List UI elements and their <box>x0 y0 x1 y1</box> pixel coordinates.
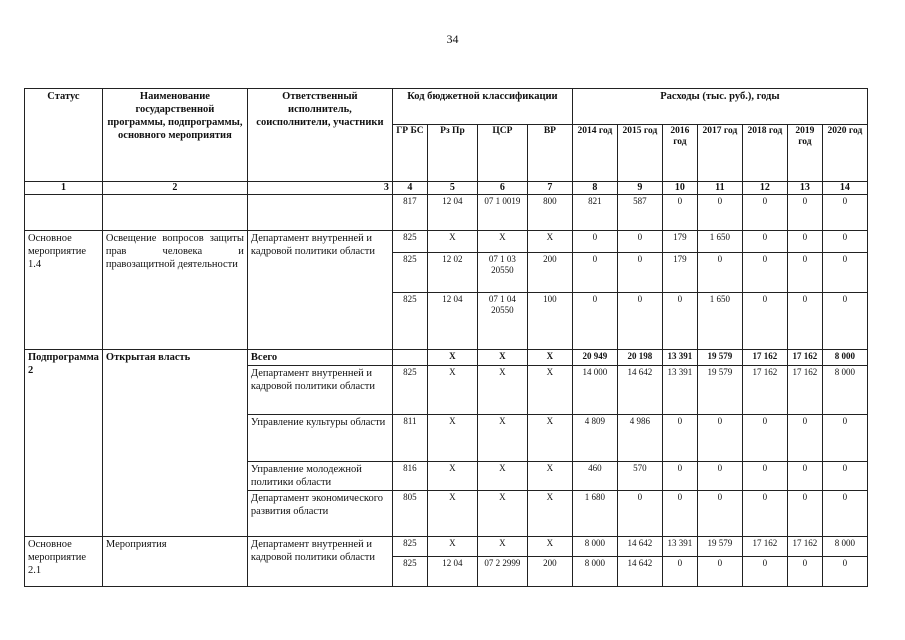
name-cell: Открытая власть <box>102 350 247 537</box>
grbs-cell: 825 <box>392 293 427 350</box>
value-cell: 0 <box>617 491 662 537</box>
value-cell: 17 162 <box>787 366 822 415</box>
value-cell: 0 <box>787 231 822 253</box>
csr-cell: Х <box>477 491 527 537</box>
value-cell: 19 579 <box>697 350 742 366</box>
table-row <box>25 195 868 231</box>
value-cell: 0 <box>572 253 617 293</box>
value-cell: 0 <box>787 462 822 491</box>
rzpr-cell: Х <box>427 350 477 366</box>
year-header: 2020 год <box>822 125 867 182</box>
vr-header: ВР <box>527 125 572 182</box>
budget-table <box>24 88 868 587</box>
grbs-cell: 825 <box>392 231 427 253</box>
value-cell: 0 <box>822 415 867 462</box>
expenses-header: Расходы (тыс. руб.), годы <box>572 89 867 125</box>
value-cell: 0 <box>787 491 822 537</box>
value-cell: 0 <box>822 462 867 491</box>
value-cell: 8 000 <box>822 350 867 366</box>
rzpr-cell: Х <box>427 415 477 462</box>
value-cell: 1 680 <box>572 491 617 537</box>
table-row <box>25 231 868 253</box>
column-number: 14 <box>822 182 867 195</box>
executor-cell: Департамент экономического развития области <box>247 491 392 537</box>
year-header: 2015 год <box>617 125 662 182</box>
csr-cell: 07 1 04 20550 <box>477 293 527 350</box>
value-cell: 0 <box>697 557 742 587</box>
csr-cell: Х <box>477 537 527 557</box>
year-header: 2016 год <box>662 125 697 182</box>
value-cell: 0 <box>572 293 617 350</box>
column-number: 5 <box>427 182 477 195</box>
column-number: 7 <box>527 182 572 195</box>
value-cell: 19 579 <box>697 537 742 557</box>
value-cell: 17 162 <box>742 350 787 366</box>
vr-cell: Х <box>527 366 572 415</box>
value-cell: 0 <box>822 293 867 350</box>
value-cell: 0 <box>822 491 867 537</box>
budget-code-header: Код бюджетной классификации <box>392 89 572 125</box>
vr-cell: Х <box>527 491 572 537</box>
value-cell: 1 650 <box>697 231 742 253</box>
rzpr-cell: Х <box>427 462 477 491</box>
value-cell: 821 <box>572 195 617 231</box>
column-number-row <box>25 182 868 195</box>
vr-cell: 200 <box>527 253 572 293</box>
value-cell: 14 642 <box>617 537 662 557</box>
page-number: 34 <box>446 32 459 46</box>
name-cell: Мероприятия <box>102 537 247 587</box>
value-cell: 0 <box>617 293 662 350</box>
grbs-cell: 805 <box>392 491 427 537</box>
column-number: 3 <box>247 182 392 195</box>
grbs-cell: 825 <box>392 253 427 293</box>
name-cell: Освещение вопросов защиты прав человека и правозащитной деятельности <box>102 231 247 350</box>
value-cell: 0 <box>697 462 742 491</box>
value-cell: 0 <box>662 415 697 462</box>
grbs-cell <box>392 350 427 366</box>
column-number: 6 <box>477 182 527 195</box>
value-cell: 0 <box>662 293 697 350</box>
value-cell: 20 198 <box>617 350 662 366</box>
rzpr-cell: Х <box>427 366 477 415</box>
value-cell: 0 <box>742 195 787 231</box>
value-cell: 0 <box>662 491 697 537</box>
value-cell: 0 <box>697 415 742 462</box>
csr-cell: 07 1 0019 <box>477 195 527 231</box>
value-cell: 13 391 <box>662 537 697 557</box>
grbs-cell: 825 <box>392 537 427 557</box>
year-header: 2019 год <box>787 125 822 182</box>
status-cell: Подпрограмма 2 <box>25 350 103 537</box>
value-cell: 17 162 <box>742 537 787 557</box>
rzpr-cell: 12 04 <box>427 557 477 587</box>
value-cell: 0 <box>662 557 697 587</box>
value-cell: 8 000 <box>822 537 867 557</box>
value-cell: 0 <box>787 415 822 462</box>
vr-cell: Х <box>527 350 572 366</box>
value-cell: 570 <box>617 462 662 491</box>
column-number: 2 <box>102 182 247 195</box>
rzpr-cell: Х <box>427 491 477 537</box>
value-cell: 14 642 <box>617 557 662 587</box>
value-cell: 0 <box>662 462 697 491</box>
year-header: 2018 год <box>742 125 787 182</box>
value-cell: 1 650 <box>697 293 742 350</box>
rzpr-cell: 12 04 <box>427 293 477 350</box>
csr-cell: Х <box>477 415 527 462</box>
csr-cell: Х <box>477 350 527 366</box>
value-cell: 0 <box>742 293 787 350</box>
executor-header: Ответственный исполнитель, соисполнители, участники <box>247 89 392 182</box>
grbs-cell: 817 <box>392 195 427 231</box>
value-cell: 17 162 <box>787 350 822 366</box>
value-cell: 0 <box>742 253 787 293</box>
vr-cell: Х <box>527 462 572 491</box>
value-cell: 0 <box>742 557 787 587</box>
value-cell: 14 000 <box>572 366 617 415</box>
column-number: 1 <box>25 182 103 195</box>
grbs-cell: 825 <box>392 557 427 587</box>
value-cell: 0 <box>787 557 822 587</box>
value-cell: 0 <box>822 557 867 587</box>
value-cell: 0 <box>617 253 662 293</box>
value-cell: 179 <box>662 253 697 293</box>
executor-cell <box>247 195 392 231</box>
value-cell: 0 <box>787 293 822 350</box>
column-number: 10 <box>662 182 697 195</box>
status-cell: Основное мероприятие 2.1 <box>25 537 103 587</box>
value-cell: 0 <box>822 231 867 253</box>
column-number: 11 <box>697 182 742 195</box>
value-cell: 179 <box>662 231 697 253</box>
rzpr-header: Рз Пр <box>427 125 477 182</box>
executor-cell: Всего <box>247 350 392 366</box>
value-cell: 19 579 <box>697 366 742 415</box>
executor-cell: Департамент внутренней и кадровой политики области <box>247 231 392 350</box>
executor-cell: Департамент внутренней и кадровой политики области <box>247 537 392 587</box>
status-cell <box>25 195 103 231</box>
vr-cell: Х <box>527 537 572 557</box>
grbs-cell: 811 <box>392 415 427 462</box>
value-cell: 0 <box>822 253 867 293</box>
value-cell: 0 <box>787 195 822 231</box>
executor-cell: Управление молодежной политики области <box>247 462 392 491</box>
vr-cell: 800 <box>527 195 572 231</box>
value-cell: 0 <box>697 253 742 293</box>
vr-cell: Х <box>527 415 572 462</box>
executor-cell: Управление культуры области <box>247 415 392 462</box>
column-number: 13 <box>787 182 822 195</box>
column-number: 9 <box>617 182 662 195</box>
value-cell: 0 <box>662 195 697 231</box>
value-cell: 0 <box>822 195 867 231</box>
value-cell: 4 986 <box>617 415 662 462</box>
year-header: 2014 год <box>572 125 617 182</box>
rzpr-cell: Х <box>427 231 477 253</box>
value-cell: 587 <box>617 195 662 231</box>
csr-cell: 07 1 03 20550 <box>477 253 527 293</box>
column-number: 8 <box>572 182 617 195</box>
executor-cell: Департамент внутренней и кадровой политики области <box>247 366 392 415</box>
vr-cell: 100 <box>527 293 572 350</box>
status-header: Статус <box>25 89 103 182</box>
vr-cell: Х <box>527 231 572 253</box>
value-cell: 0 <box>742 231 787 253</box>
vr-cell: 200 <box>527 557 572 587</box>
value-cell: 8 000 <box>572 557 617 587</box>
value-cell: 8 000 <box>572 537 617 557</box>
value-cell: 20 949 <box>572 350 617 366</box>
value-cell: 0 <box>697 195 742 231</box>
name-header: Наименование государственной программы, подпрограммы, основного мероприятия <box>102 89 247 182</box>
value-cell: 4 809 <box>572 415 617 462</box>
value-cell: 0 <box>742 415 787 462</box>
year-header: 2017 год <box>697 125 742 182</box>
value-cell: 13 391 <box>662 350 697 366</box>
column-number: 12 <box>742 182 787 195</box>
csr-cell: Х <box>477 231 527 253</box>
value-cell: 0 <box>742 462 787 491</box>
value-cell: 13 391 <box>662 366 697 415</box>
value-cell: 17 162 <box>742 366 787 415</box>
column-number: 4 <box>392 182 427 195</box>
value-cell: 0 <box>787 253 822 293</box>
grbs-cell: 825 <box>392 366 427 415</box>
value-cell: 0 <box>617 231 662 253</box>
grbs-header: ГР БС <box>392 125 427 182</box>
rzpr-cell: Х <box>427 537 477 557</box>
value-cell: 0 <box>697 491 742 537</box>
table-row <box>25 350 868 366</box>
rzpr-cell: 12 02 <box>427 253 477 293</box>
value-cell: 460 <box>572 462 617 491</box>
value-cell: 0 <box>572 231 617 253</box>
value-cell: 0 <box>742 491 787 537</box>
value-cell: 14 642 <box>617 366 662 415</box>
header-row-1 <box>25 89 868 125</box>
status-cell: Основное мероприятие 1.4 <box>25 231 103 350</box>
csr-cell: 07 2 2999 <box>477 557 527 587</box>
grbs-cell: 816 <box>392 462 427 491</box>
table-row <box>25 537 868 557</box>
csr-header: ЦСР <box>477 125 527 182</box>
csr-cell: Х <box>477 462 527 491</box>
value-cell: 8 000 <box>822 366 867 415</box>
csr-cell: Х <box>477 366 527 415</box>
value-cell: 17 162 <box>787 537 822 557</box>
name-cell <box>102 195 247 231</box>
rzpr-cell: 12 04 <box>427 195 477 231</box>
